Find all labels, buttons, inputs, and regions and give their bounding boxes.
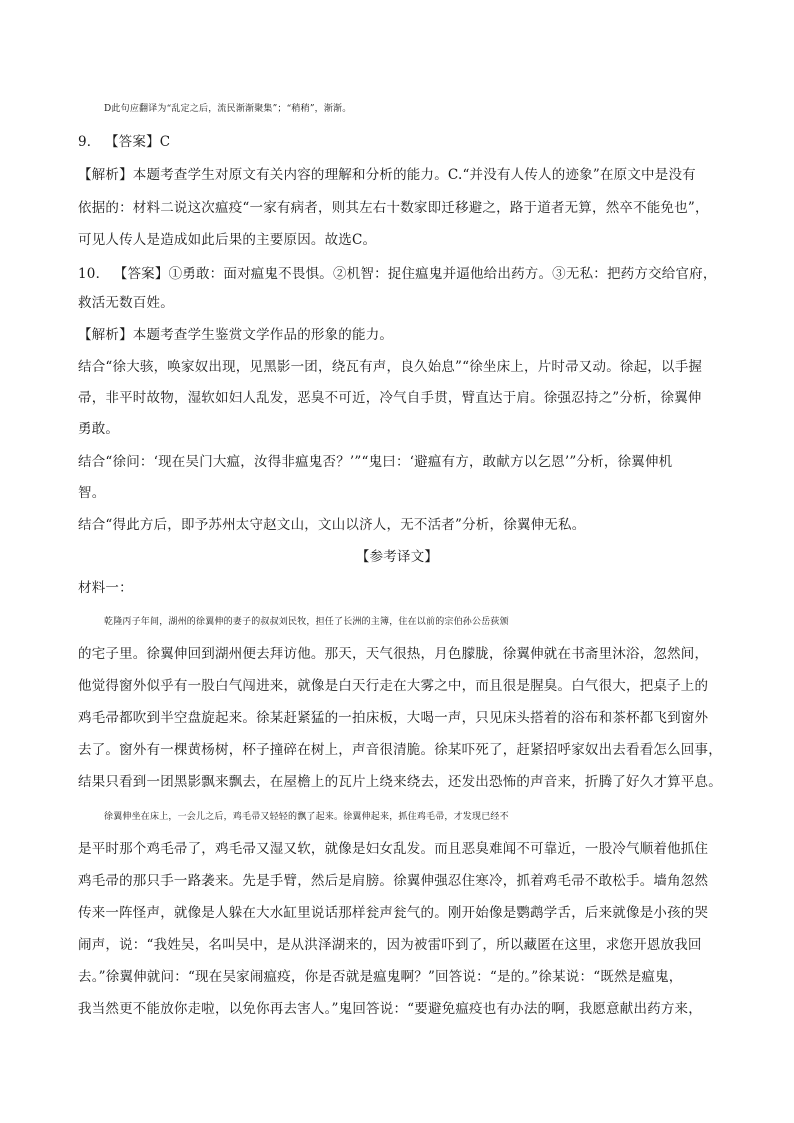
translation-line: 的宅子里。徐翼伸回到湖州便去拜访他。那天，天气很热，月色朦胧，徐翼伸就在书斋里沐浴，忽然间， [78,646,709,662]
answer-10: 10． 【答案】①勇敢：面对瘟鬼不畏惧。②机智：捉住瘟鬼并逼他给出药方。③无私：把药方交给官府， [78,266,717,282]
analysis-9-line: 依据的：材料二说这次瘟疫“一家有病者，则其左右十数家即迁移避之，路于道者无算，然卒不能免也”， [78,200,709,216]
translation-line: 去。”徐翼伸就问：“现在吴家闹瘟疫，你是否就是瘟鬼啊？”回答说：“是的。”徐某说：“既然是瘟鬼， [78,969,683,985]
analysis-10-line: 结合“徐问：‘现在吴门大瘟，汝得非瘟鬼否？’”“鬼曰：‘避瘟有方，敢献方以乞恩’”分析，徐翼伸机 [78,454,673,470]
translation-line: 我当然更不能放你走啦，以免你再去害人。”鬼回答说：“要避免瘟疫也有办法的啊，我愿意献出药方来， [78,1001,702,1017]
analysis-10-line: 结合“徐大骇，唤家奴出现，见黑影一团，绕瓦有声，良久始息”“徐坐床上，片时帚又动。徐起，以手握 [78,359,703,375]
answer-10-cont: 救活无数百姓。 [78,295,174,311]
translation-line: 闹声，说：“我姓吴，名叫吴中，是从洪泽湖来的，因为被雷吓到了，所以藏匿在这里，求您开恩放我回 [78,937,702,953]
translation-line: 鸡毛帚的那只手一路袭来。先是手臂，然后是肩膀。徐翼伸强忍住寒冷，抓着鸡毛帚不敢松手。墙角忽然 [78,873,709,889]
text-line: D此句应翻译为“乱定之后，流民渐渐聚集”；“稍稍”，渐渐。 [104,104,352,114]
analysis-9-line: 可见人传人是造成如此后果的主要原因。故选C。 [78,232,377,248]
analysis-10-line: 【解析】本题考查学生鉴赏文学作品的形象的能力。 [78,327,394,343]
translation-line: 鸡毛帚都吹到半空盘旋起来。徐某赶紧猛的一拍床板，大喝一声，只见床头搭着的浴布和茶杯都飞到窗外 [78,710,709,726]
translation-line: 是平时那个鸡毛帚了，鸡毛帚又湿又软，就像是妇女乱发。而且恶臭难闻不可靠近，一股冷气顺着他抓住 [78,841,709,857]
translation-line: 他觉得窗外似乎有一股白气闯进来，就像是白天行走在大雾之中，而且很是腥臭。白气很大，把桌子上的 [78,678,709,694]
answer-9: 9． 【答案】C [78,134,171,150]
material-one-label: 材料一： [78,580,133,596]
translation-line: 徐翼伸坐在床上，一会儿之后，鸡毛帚又轻轻的飘了起来。徐翼伸起来，抓住鸡毛帚，才发现已经不 [104,812,509,822]
analysis-10-line: 智。 [78,485,106,501]
translation-line: 传来一阵怪声，就像是人躲在大水缸里说话那样瓮声瓮气的。刚开始像是鹦鹉学舌，后来就像是小孩的哭 [78,905,709,921]
analysis-10-line: 结合“得此方后，即予苏州太守赵文山，文山以济人，无不活者”分析，徐翼伸无私。 [78,517,586,533]
translation-line: 结果只看到一团黑影飘来飘去，在屋檐上的瓦片上绕来绕去，还发出恐怖的声音来，折腾了好久才算平息。 [78,774,722,790]
analysis-9-line: 【解析】本题考查学生对原文有关内容的理解和分析的能力。C.“并没有人传人的迹象”在原文中是没有 [78,167,696,183]
translation-line: 去了。窗外有一棵黄杨树，杯子撞碎在树上，声音很清脆。徐某吓死了，赶紧招呼家奴出去看看怎么回事， [78,742,722,758]
analysis-10-line: 勇敢。 [78,421,120,437]
analysis-10-line: 帚，非平时故物，湿软如妇人乱发，恶臭不可近，冷气自手贯，臂直达于肩。徐强忍持之”分析，徐翼伸 [78,390,702,406]
reference-translation-heading: 【参考译文】 [355,549,439,565]
translation-line: 乾隆丙子年间，湖州的徐翼伸的妻子的叔叔刘民牧，担任了长洲的主簿，住在以前的宗伯孙公岳荻颁 [104,617,509,627]
